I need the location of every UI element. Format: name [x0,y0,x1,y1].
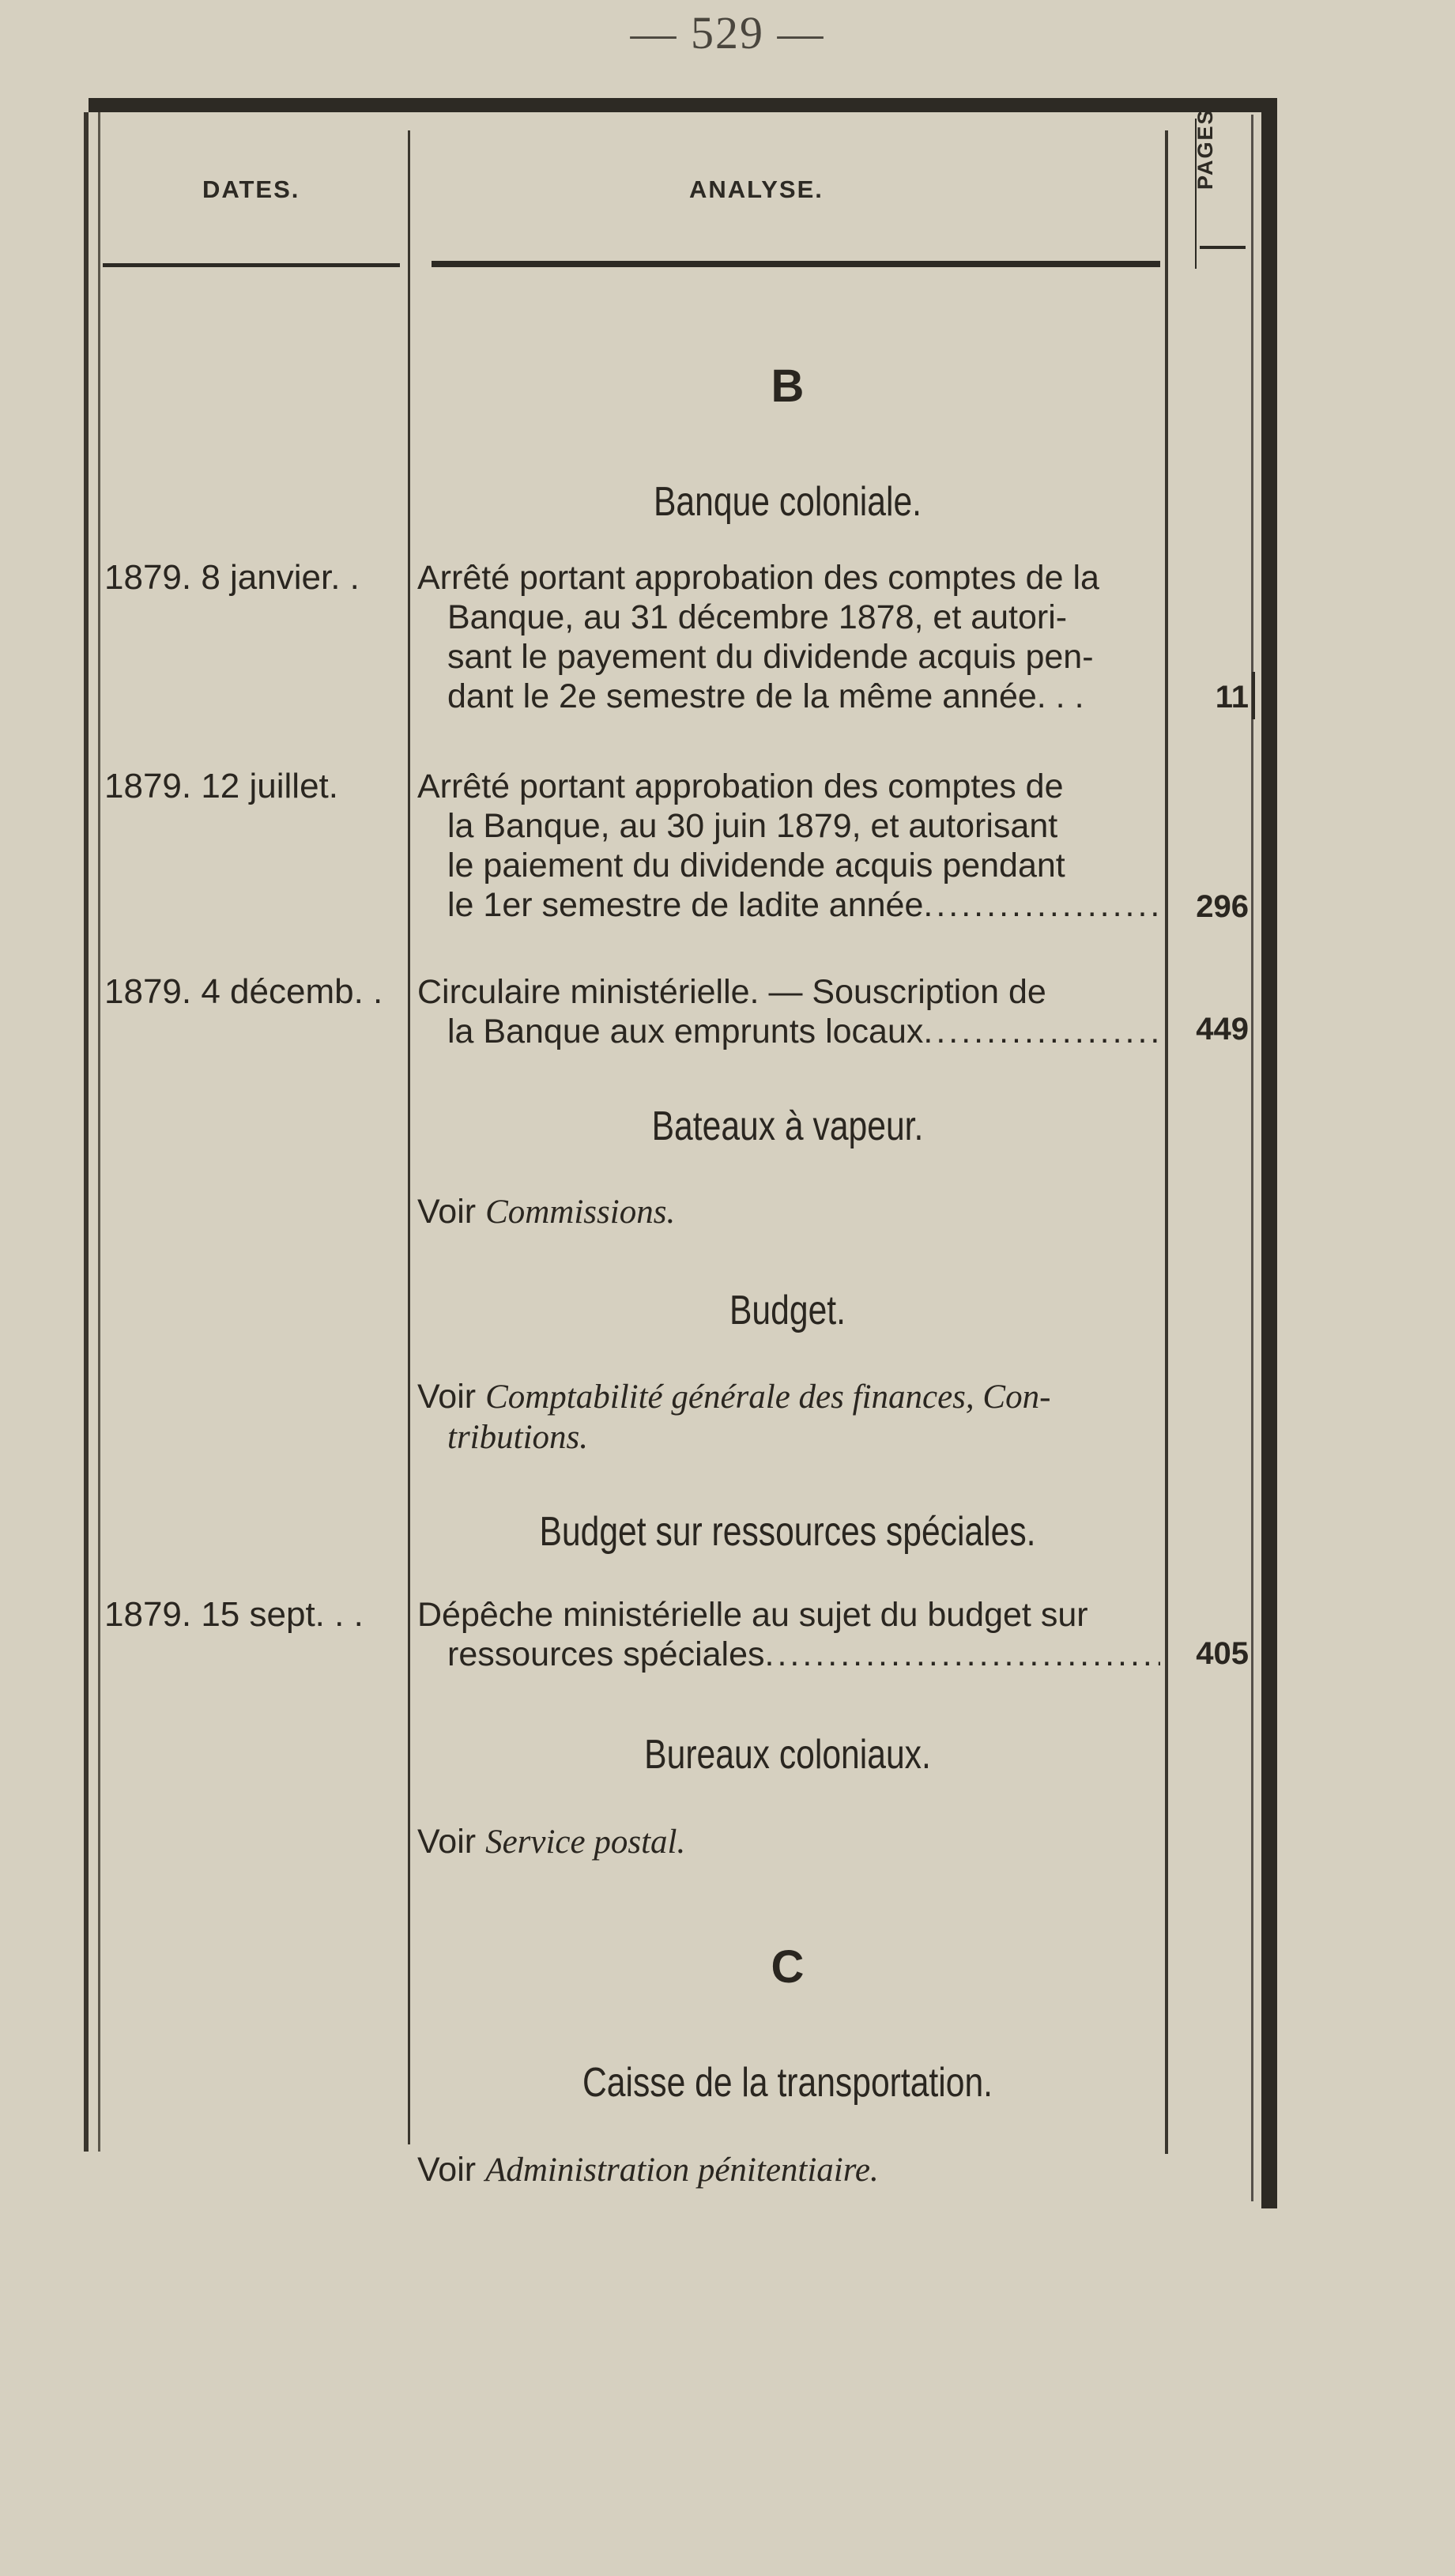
entry-date: 1879. 4 décemb. . [104,972,383,1011]
see-reference-line [417,1192,1160,1232]
see-word: Voir [417,1378,477,1416]
entry-analysis [417,1595,1160,1674]
section-letter-c: C [771,1941,805,1993]
analysis-line-text: le 1er semestre de ladite année [447,886,924,924]
analysis-line [417,885,1160,925]
heading-banque-coloniale: Banque coloniale. [653,479,922,525]
table-top-border [89,98,1274,112]
see-reference-line [417,2150,1160,2190]
see-target: Comptabilité générale des finances, Con- [485,1379,1051,1416]
column-divider-dates [408,130,410,2144]
see-word: Voir [417,1823,477,1861]
analysis-line: le paiement du dividende acquis pendant [447,847,1065,884]
see-reference [417,1192,1160,1232]
column-header-analysis: ANALYSE. [689,175,824,203]
entry-date: 1879. 12 juillet. [104,767,338,805]
entry-analysis [417,767,1160,925]
entry-page-ref: 11 [1215,680,1249,715]
leader-dots [923,885,1160,925]
entry-page-ref: 405 [1196,1636,1249,1671]
leader-dots [765,1635,1160,1674]
see-reference [417,1822,1160,1862]
entry-date: 1879. 15 sept. . . [104,1595,364,1634]
column-divider-pages [1251,115,1253,2201]
heading-budget-ressources-speciales: Budget sur ressources spéciales. [539,1509,1036,1555]
analysis-line: Circulaire ministérielle. — Souscription de [417,973,1046,1011]
see-reference-line [417,1377,1160,1417]
heading-bureaux-coloniaux: Bureaux coloniaux. [644,1732,931,1778]
table-left-inner-border [98,112,100,2152]
entry-analysis [417,558,1160,716]
see-target: tributions. [447,1419,589,1456]
see-word: Voir [417,1193,477,1231]
table-left-border [84,112,89,2152]
analysis-line: Arrêté portant approbation des comptes de la [417,559,1099,597]
analysis-line: la Banque, au 30 juin 1879, et autorisant [447,807,1058,845]
see-target: Service postal. [485,1824,686,1861]
column-header-dates: DATES. [202,175,300,203]
leader-dots [923,1012,1160,1051]
entry-page-ref: 449 [1196,1012,1249,1047]
see-target: Commissions. [485,1194,676,1231]
table-right-border [1261,98,1277,2208]
see-target: Administration pénitentiaire. [485,2152,879,2189]
analysis-line: dant le 2e semestre de la même année. . . [447,677,1084,715]
header-underline-pages [1200,246,1246,249]
see-word: Voir [417,2151,477,2189]
heading-budget: Budget. [729,1288,846,1333]
analysis-line [417,1012,1160,1051]
header-underline-analysis [432,261,1160,267]
column-header-pages: PAGES. [1193,100,1217,190]
heading-bateaux-a-vapeur: Bateaux à vapeur. [651,1103,924,1149]
see-reference-line [417,1822,1160,1862]
section-letter-b: B [771,360,805,412]
analysis-line-text: la Banque aux emprunts locaux [447,1013,924,1050]
see-reference [417,2150,1160,2190]
page-number: — 529 — [630,7,825,58]
page-ref-tick [1252,672,1255,719]
analysis-line: Dépêche ministérielle au sujet du budget sur [417,1596,1088,1634]
analysis-line: sant le payement du dividende acquis pen- [447,638,1094,676]
analysis-line-text: ressources spéciales [447,1635,765,1673]
column-divider-analysis [1165,130,1168,2154]
entry-analysis [417,972,1160,1051]
see-reference-line [417,1417,1160,1458]
header-underline-dates [103,263,400,267]
analysis-line: Banque, au 31 décembre 1878, et autori- [447,598,1068,636]
heading-caisse-transportation: Caisse de la transportation. [582,2060,993,2106]
entry-page-ref: 296 [1196,889,1249,924]
entry-date: 1879. 8 janvier. . [104,558,360,597]
see-reference [417,1377,1160,1458]
analysis-line [417,1635,1160,1674]
analysis-line: Arrêté portant approbation des comptes de [417,768,1064,805]
